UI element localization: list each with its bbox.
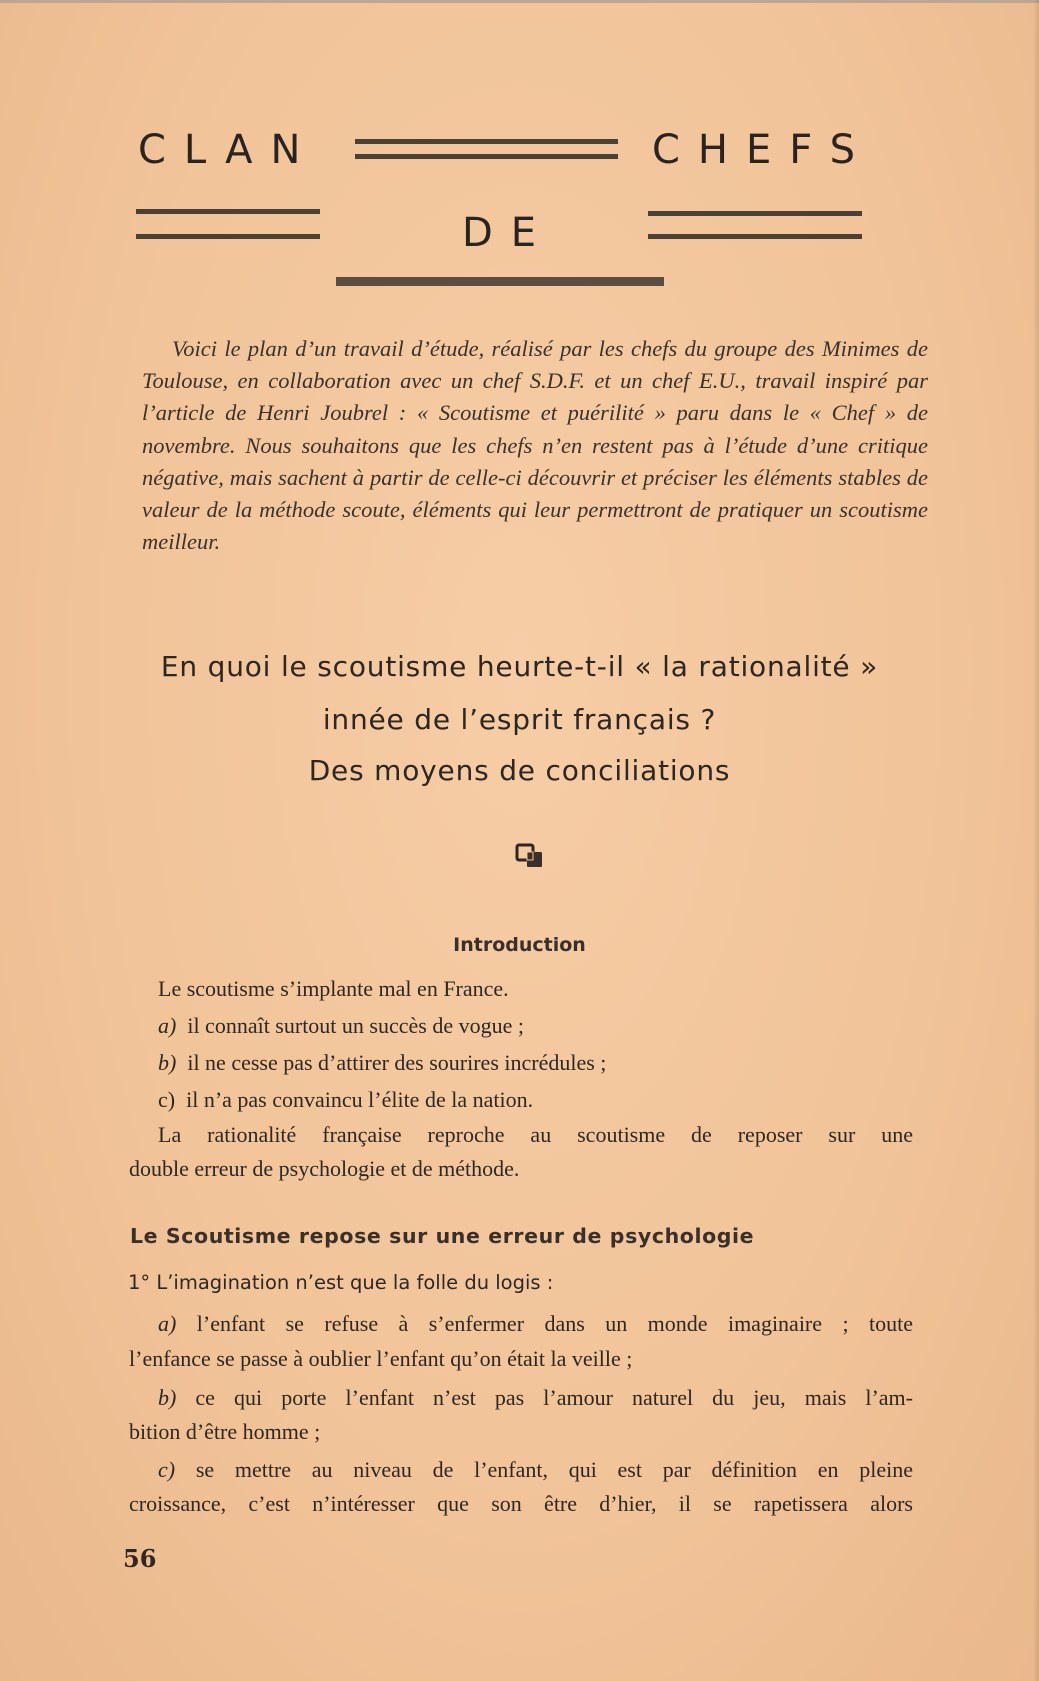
introduction-item-a [158, 1013, 524, 1039]
psychology-point-1: 1° L’imagination n’est que la folle du logis : [128, 1271, 554, 1294]
header-word-de: DE [462, 210, 555, 256]
item-text: il n’a pas convaincu l’élite de la nation. [186, 1087, 534, 1112]
psychology-heading: Le Scoutisme repose sur une erreur de psychologie [130, 1224, 755, 1248]
header-rule-top-2 [355, 154, 618, 159]
psychology-item-c-line-1 [158, 1457, 913, 1483]
introduction-conclusion-line-1: La rationalité française reproche au scoutisme de reposer sur une [158, 1122, 913, 1147]
psychology-item-c-line-2: croissance, c’est n’intéresser que son être d’hier, il se rapetissera alors [129, 1491, 913, 1516]
intro-paragraph: Voici le plan d’un travail d’étude, réalisé par les chefs du groupe des Minimes de Toulouse, en collaboration avec un chef S.D.F. et un chef E.U., travail inspiré par l’article de Henri Joubrel : « Scoutisme et puérilité » paru dans le « Chef » de novembre. Nous souhaitons que les chefs n’en restent pas à l’étude d’une critique négative, mais sachent à partir de celle-ci découvrir et préciser les éléments stables de valeur de la méthode scoute, éléments qui leur permettront de pratiquer un scoutisme meilleur. [142, 336, 928, 555]
item-label: a) [158, 1013, 177, 1038]
item-text: ce qui porte l’enfant n’est pas l’amour naturel du jeu, mais l’am- [195, 1385, 913, 1410]
item-text: il ne cesse pas d’attirer des sourires incrédules ; [187, 1050, 607, 1075]
psychology-item-b-line-2: bition d’être homme ; [129, 1419, 321, 1444]
introduction-lead: Le scoutisme s’implante mal en France. [158, 976, 509, 1001]
item-label: b) [158, 1385, 177, 1410]
header-rule-top-1 [355, 139, 618, 144]
page-top-edge [0, 0, 1039, 3]
header-rule-bottom [336, 277, 664, 286]
article-title-line-1: En quoi le scoutisme heurte-t-il « la rationalité » [160, 650, 879, 683]
item-label: c) [158, 1087, 176, 1112]
header-rule-left-2 [136, 234, 320, 239]
page-right-edge [1033, 0, 1039, 1681]
item-label: b) [158, 1050, 177, 1075]
item-text: se mettre au niveau de l’enfant, qui est par définition en pleine [195, 1457, 914, 1482]
item-text: il connaît surtout un succès de vogue ; [187, 1013, 524, 1038]
overlapping-squares-ornament-icon [515, 843, 545, 869]
psychology-item-a-line-2: l’enfance se passe à oublier l’enfant qu’on était la veille ; [129, 1346, 633, 1371]
item-text: l’enfant se refuse à s’enfermer dans un monde imaginaire ; toute [196, 1311, 913, 1336]
page-number: 56 [123, 1544, 157, 1573]
header-rule-left-1 [136, 209, 320, 214]
item-label: c) [158, 1457, 176, 1482]
introduction-conclusion-line-2: double erreur de psychologie et de méthode. [129, 1156, 520, 1181]
article-title-line-3: Des moyens de conciliations [308, 754, 731, 787]
item-label: a) [158, 1311, 177, 1336]
psychology-item-a-line-1 [158, 1311, 913, 1337]
header-rule-right-1 [648, 211, 862, 216]
header-rule-right-2 [648, 234, 862, 239]
article-title-line-2: innée de l’esprit français ? [322, 703, 717, 736]
introduction-item-b [158, 1050, 606, 1076]
psychology-item-b-line-1 [158, 1385, 913, 1411]
header-word-clan: CLAN [138, 127, 319, 173]
introduction-heading: Introduction [453, 934, 586, 956]
introduction-item-c [158, 1087, 533, 1113]
header-word-chefs: CHEFS [652, 127, 873, 173]
